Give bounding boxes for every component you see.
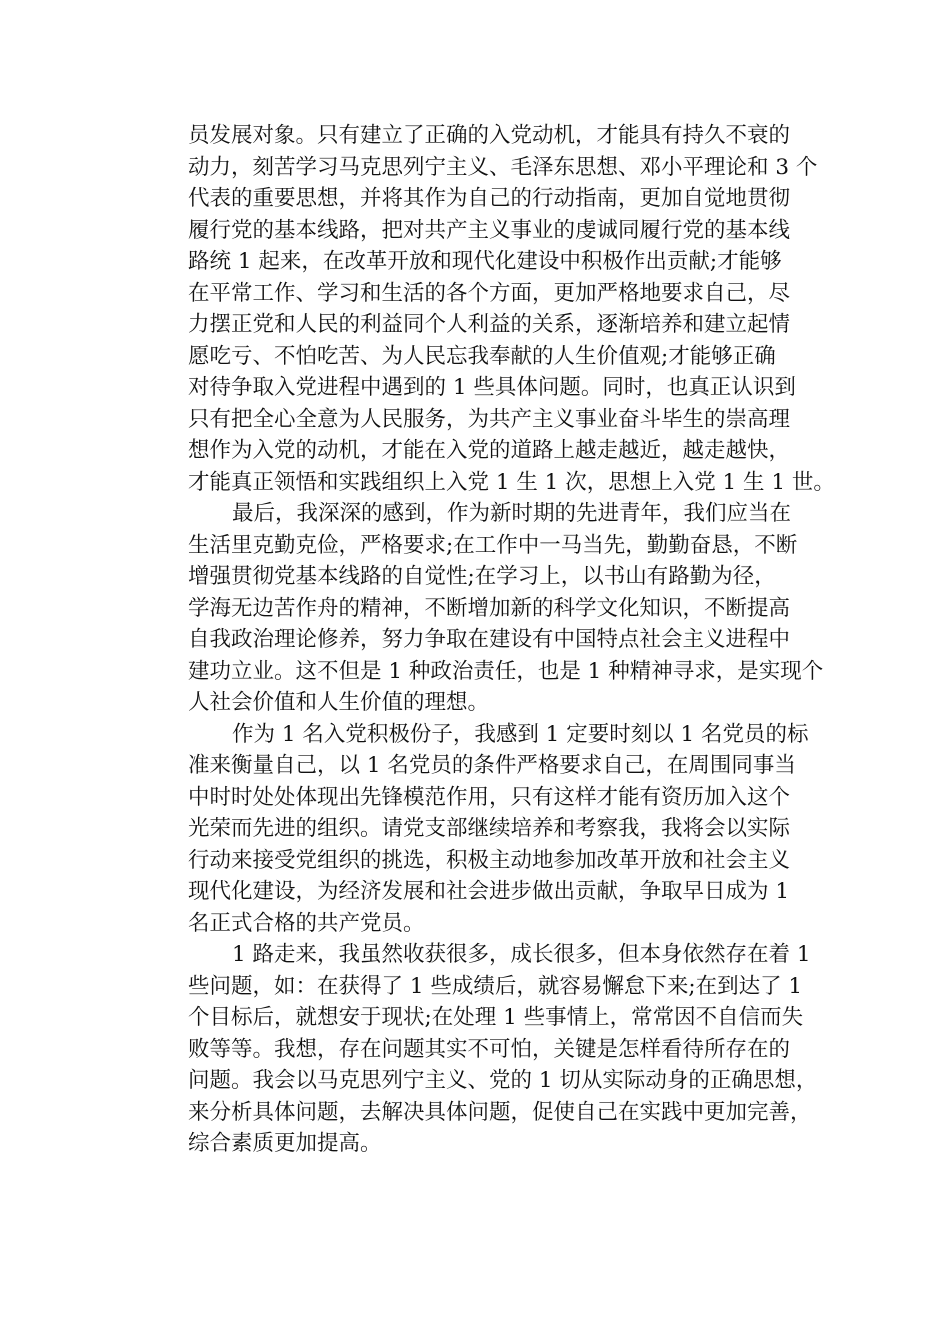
text-line: 准来衡量自己，以 1 名党员的条件严格要求自己，在周围同事当 xyxy=(188,753,796,778)
text-line: 建功立业。这不但是 1 种政治责任，也是 1 种精神寻求，是实现个 xyxy=(188,658,824,684)
text-line: 个目标后，就想安于现状;在处理 1 些事情上，常常因不自信而失 xyxy=(188,1005,804,1030)
text-line: 履行党的基本线路，把对共产主义事业的虔诚同履行党的基本线 xyxy=(188,217,791,243)
text-line: 作为 1 名入党积极份子，我感到 1 定要时刻以 1 名党员的标 xyxy=(232,721,809,747)
text-line: 在平常工作、学习和生活的各个方面，更加严格地要求自己，尽 xyxy=(188,280,791,306)
text-line: 只有把全心全意为人民服务，为共产主义事业奋斗毕生的崇高理 xyxy=(188,406,791,432)
text-line: 行动来接受党组织的挑选，积极主动地参加改革开放和社会主义 xyxy=(188,847,791,873)
paragraph xyxy=(188,939,818,1160)
text-line: 才能真正领悟和实践组织上入党 1 生 1 次，思想上入党 1 生 1 世。 xyxy=(188,469,835,495)
text-line: 综合素质更加提高。 xyxy=(188,1131,382,1156)
text-line: 1 路走来，我虽然收获很多，成长很多，但本身依然存在着 1 xyxy=(232,942,811,967)
text-line: 中时时处处体现出先锋模范作用，只有这样才能有资历加入这个 xyxy=(188,784,791,810)
paragraph xyxy=(188,120,835,498)
text-line: 对待争取入党进程中遇到的 1 些具体问题。同时，也真正认识到 xyxy=(188,375,796,400)
text-line: 愿吃亏、不怕吃苦、为人民忘我奉献的人生价值观;才能够正确 xyxy=(188,343,776,369)
text-line: 力摆正党和人民的利益同个人利益的关系，逐渐培养和建立起情 xyxy=(188,312,791,337)
text-line: 些问题，如：在获得了 1 些成绩后，就容易懈怠下来;在到达了 1 xyxy=(188,973,803,999)
paragraph xyxy=(188,719,810,940)
text-line: 代表的重要思想，并将其作为自己的行动指南，更加自觉地贯彻 xyxy=(188,186,791,211)
text-line: 生活里克勤克俭，严格要求;在工作中一马当先，勤勤奋恳，不断 xyxy=(188,532,798,558)
text-line: 想作为入党的动机，才能在入党的道路上越走越近，越走越快， xyxy=(188,438,791,463)
text-line: 动力，刻苦学习马克思列宁主义、毛泽东思想、邓小平理论和 3 个 xyxy=(188,154,818,180)
text-line: 最后，我深深的感到，作为新时期的先进青年，我们应当在 xyxy=(232,501,792,526)
text-line: 路统 1 起来，在改革开放和现代化建设中积极作出贡献;才能够 xyxy=(188,249,782,274)
text-line: 员发展对象。只有建立了正确的入党动机，才能具有持久不衰的 xyxy=(188,123,791,148)
text-line: 光荣而先进的组织。请党支部继续培养和考察我，我将会以实际 xyxy=(188,816,791,841)
text-line: 名正式合格的共产党员。 xyxy=(188,910,425,936)
text-line: 来分析具体问题，去解决具体问题，促使自己在实践中更加完善， xyxy=(188,1099,812,1125)
text-line: 问题。我会以马克思列宁主义、党的 1 切从实际动身的正确思想， xyxy=(188,1068,818,1093)
text-line: 学海无边苦作舟的精神，不断增加新的科学文化知识，不断提高 xyxy=(188,595,791,621)
text-line: 增强贯彻党基本线路的自觉性;在学习上，以书山有路勤为径， xyxy=(188,564,776,589)
paragraph xyxy=(188,498,824,719)
text-line: 自我政治理论修养，努力争取在建设有中国特点社会主义进程中 xyxy=(188,627,791,652)
text-line: 败等等。我想，存在问题其实不可怕，关键是怎样看待所存在的 xyxy=(188,1036,791,1062)
text-line: 现代化建设，为经济发展和社会进步做出贡献，争取早日成为 1 xyxy=(188,879,790,904)
text-line: 人社会价值和人生价值的理想。 xyxy=(188,690,490,715)
document-body xyxy=(188,120,835,1160)
